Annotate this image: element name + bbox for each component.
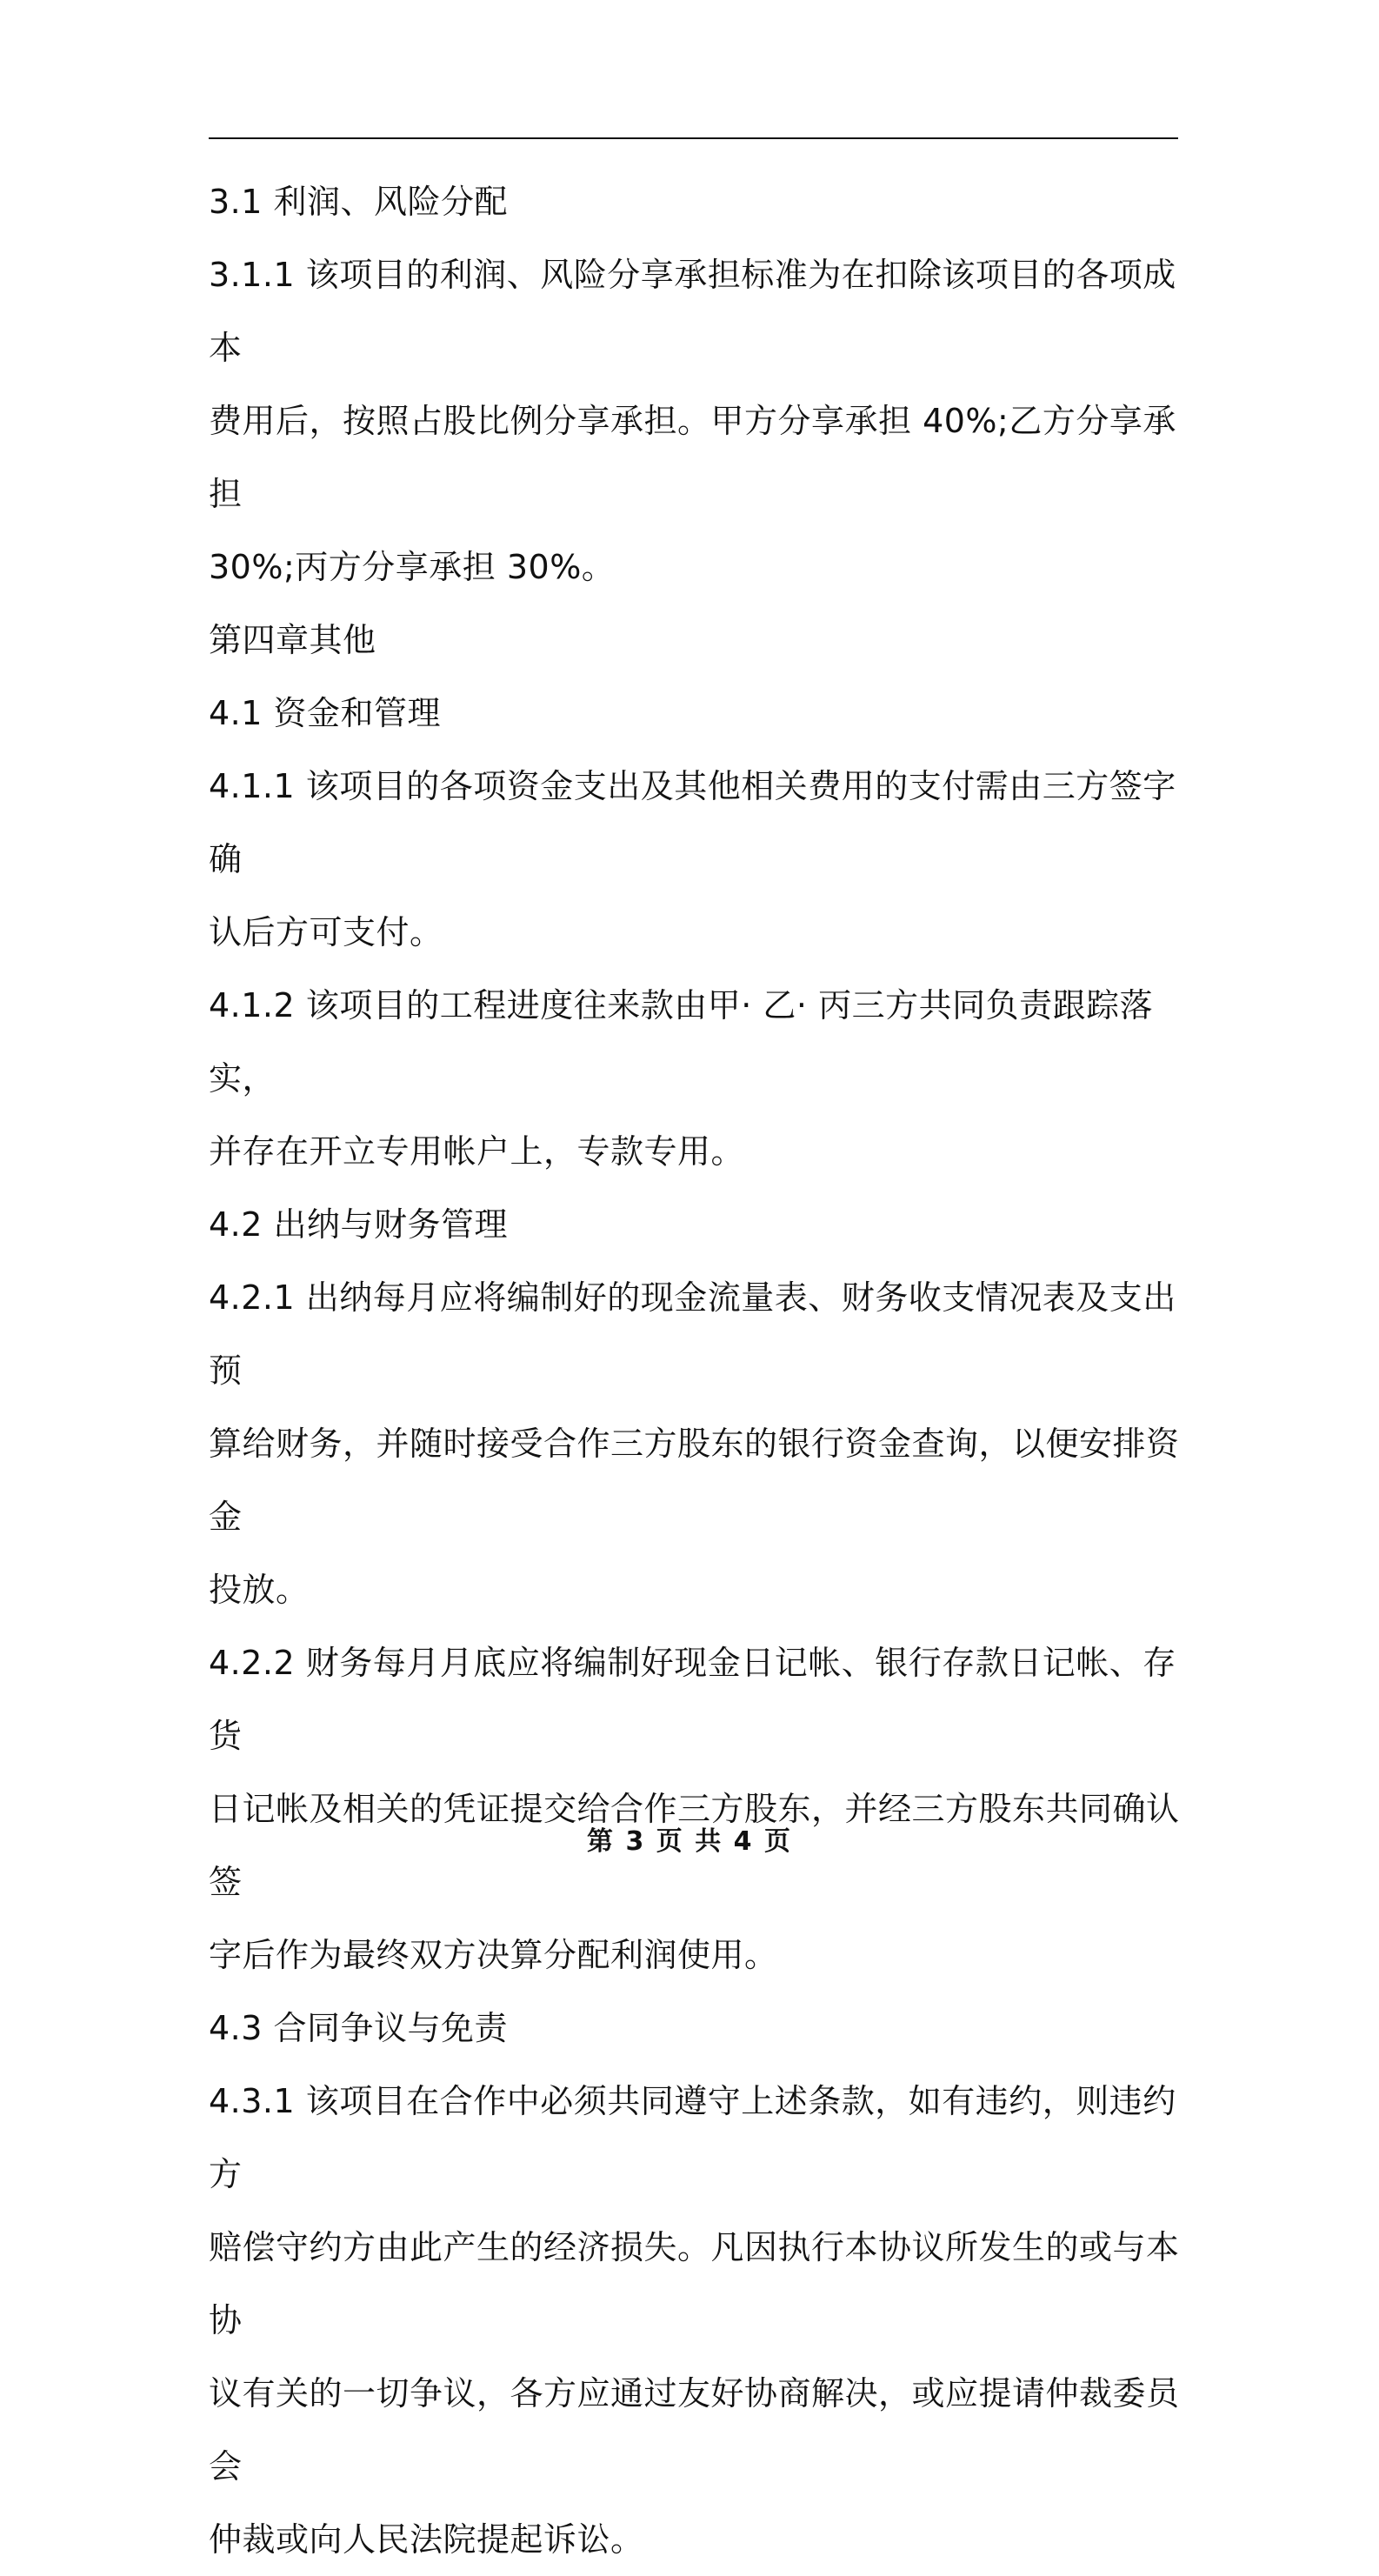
text-line: 费用后，按照占股比例分享承担。甲方分享承担 40%;乙方分享承担 <box>209 402 1176 513</box>
text-line: 认后方可支付。 <box>209 913 443 951</box>
text-line: 字后作为最终双方决算分配利润使用。 <box>209 1936 778 1974</box>
text-line: 议有关的一切争议，各方应通过友好协商解决，或应提请仲裁委员会 <box>209 2374 1180 2486</box>
text-line: 算给财务，并随时接受合作三方股东的银行资金查询，以便安排资金 <box>209 1425 1180 1536</box>
text-line: 4.1.2 该项目的工程进度往来款由甲· 乙· 丙三方共同负责跟踪落实， <box>209 986 1154 1098</box>
text-line: 30%;丙方分享承担 30%。 <box>209 548 616 586</box>
text-line: 投放。 <box>209 1571 310 1609</box>
text-line: 4.2.2 财务每月月底应将编制好现金日记帐、银行存款日记帐、存货 <box>209 1644 1176 1755</box>
text-line: 赔偿守约方由此产生的经济损失。凡因执行本协议所发生的或与本协 <box>209 2228 1180 2339</box>
document-body <box>209 165 1182 2576</box>
text-line: 仲裁或向人民法院提起诉讼。 <box>209 2520 644 2559</box>
text-line: 4.3.1 该项目在合作中必须共同遵守上述条款，如有违约，则违约方 <box>209 2082 1176 2193</box>
text-line: 4.1 资金和管理 <box>209 694 442 732</box>
text-line: 3.1 利润、风险分配 <box>209 183 509 221</box>
text-line: 3.1.1 该项目的利润、风险分享承担标准为在扣除该项目的各项成本 <box>209 256 1176 367</box>
text-line: 日记帐及相关的凭证提交给合作三方股东，并经三方股东共同确认签 <box>209 1790 1180 1901</box>
text-line: 第四章其他 <box>209 621 376 659</box>
text-line: 4.2 出纳与财务管理 <box>209 1205 509 1244</box>
text-line: 4.1.1 该项目的各项资金支出及其他相关费用的支付需由三方签字确 <box>209 767 1176 878</box>
text-line: 4.3 合同争议与免责 <box>209 2009 509 2047</box>
header-rule <box>209 137 1178 139</box>
text-line: 4.2.1 出纳每月应将编制好的现金流量表、财务收支情况表及支出预 <box>209 1278 1176 1390</box>
page-number-footer: 第 3 页 共 4 页 <box>587 1826 792 1857</box>
text-line: 并存在开立专用帐户上，专款专用。 <box>209 1132 745 1171</box>
